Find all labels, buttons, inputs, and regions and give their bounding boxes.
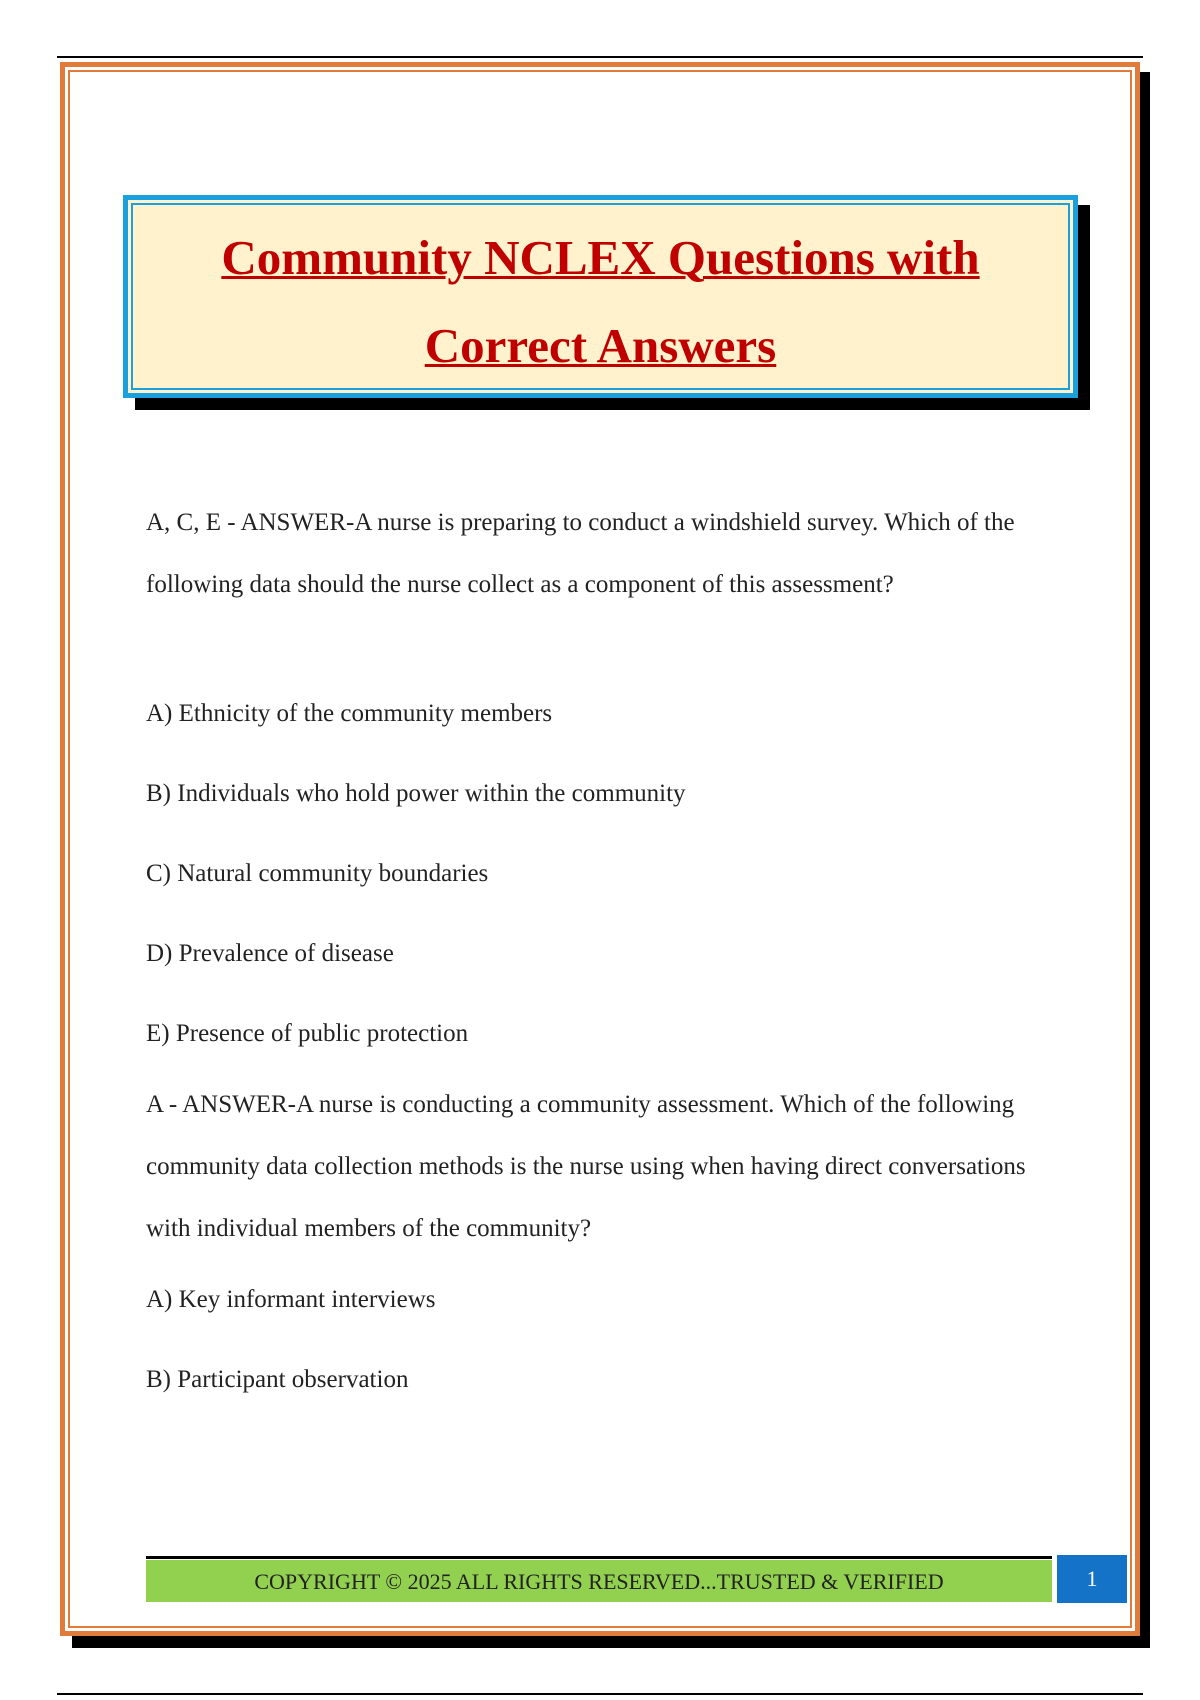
title-box: [123, 195, 1078, 398]
question-1-option-a: A) Ethnicity of the community members: [146, 700, 553, 727]
question-1-option-c: C) Natural community boundaries: [146, 860, 489, 887]
bottom-rule: [57, 1693, 1143, 1695]
question-2-text: A - ANSWER-A nurse is conducting a community assessment. Which of the following community data collection methods is the nurse using when having direct conversations with individual members of the community?: [146, 1091, 1026, 1242]
footer-copyright: COPYRIGHT © 2025 ALL RIGHTS RESERVED...TRUSTED & VERIFIED: [146, 1560, 1052, 1602]
document-body: [146, 492, 1046, 1420]
document-title: Community NCLEX Questions with Correct Answers: [221, 230, 980, 373]
question-2-option-a: A) Key informant interviews: [146, 1286, 436, 1313]
question-2-option-b: B) Participant observation: [146, 1366, 409, 1393]
footer-rule: [146, 1556, 1052, 1559]
page-number: 1: [1057, 1555, 1127, 1603]
question-1-option-e: E) Presence of public protection: [146, 1020, 469, 1047]
top-rule: [57, 56, 1143, 58]
question-1-option-b: B) Individuals who hold power within the community: [146, 780, 686, 807]
question-1-text: A, C, E - ANSWER-A nurse is preparing to conduct a windshield survey. Which of the following data should the nurse collect as a component of this assessment?: [146, 509, 1015, 598]
question-1-option-d: D) Prevalence of disease: [146, 940, 394, 967]
